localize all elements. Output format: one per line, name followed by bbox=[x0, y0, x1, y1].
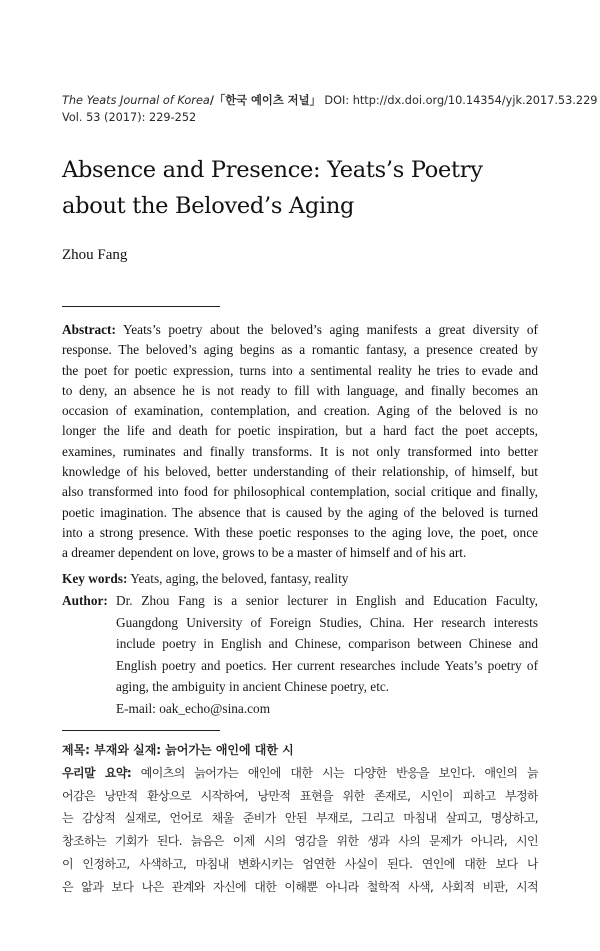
author-info-body bbox=[116, 590, 538, 720]
volume-pages: Vol. 53 (2017): 229-252 bbox=[62, 111, 197, 124]
divider-bottom bbox=[62, 730, 220, 731]
article-title bbox=[62, 152, 542, 224]
abstract-line: poetic imagination. The absence that is caused by the aging of the beloved is turned bbox=[62, 504, 538, 520]
korean-summary-line: 우리말 요약: 예이츠의 늙어가는 애인에 대한 시는 다양한 반응을 보인다. 애인의 늙 bbox=[62, 765, 538, 780]
korean-summary-line: 는 감상적 실재로, 언어로 채울 준비가 안된 부재로, 그리고 마침내 살피고, 명상하고, bbox=[62, 811, 538, 826]
journal-name-en: The Yeats Journal of Korea bbox=[62, 94, 210, 107]
author-info-line: aging, the ambiguity in ancient Chinese poetry, etc. bbox=[116, 679, 390, 695]
abstract-line: also transformed into food for philosophical contemplation, social critique and finally, bbox=[62, 484, 538, 500]
author-name: Zhou Fang bbox=[62, 247, 128, 263]
abstract-line: the poet for poetic expression, turns into a sentimental reality he tries to evade and bbox=[62, 362, 538, 378]
abstract-line: Abstract: Yeats’s poetry about the beloved’s aging manifests a great diversity of bbox=[62, 322, 538, 337]
abstract-line: response. The beloved’s aging begins as a romantic fantasy, a presence created by bbox=[62, 342, 538, 358]
author-info-line: Dr. Zhou Fang is a senior lecturer in English and Education Faculty, bbox=[116, 593, 538, 608]
korean-summary-line: 은 앎과 보다 나은 관계와 자신에 대한 이해뿐 아니라 철학적 사색, 사회적 비판, 시적 bbox=[62, 879, 538, 894]
korean-summary-label: 우리말 요약: bbox=[62, 765, 132, 780]
author-email: E-mail: oak_echo@sina.com bbox=[116, 700, 271, 716]
keywords-label: Key words: bbox=[62, 571, 128, 586]
author-info-line: Guangdong University of Foreign Studies, China. Her research interests bbox=[116, 614, 538, 630]
abstract-line: a dreamer dependent on love, grows to be a master of himself and of his art. bbox=[62, 545, 467, 561]
abstract-line: examines, ruminates and finally transforms. It is not only transformed into better bbox=[62, 443, 538, 459]
korean-title: 제목: 부재와 실재: 늙어가는 애인에 대한 시 bbox=[62, 743, 294, 757]
journal-header bbox=[62, 92, 597, 126]
abstract-line: longer the life and death for poetic inspiration, but a hard fact the poet accepts, bbox=[62, 423, 538, 439]
author-info bbox=[62, 590, 538, 720]
author-info-line: include poetry in English and Chinese, comparison between Chinese and bbox=[116, 636, 538, 652]
keywords bbox=[62, 569, 348, 589]
journal-name-ko: /「한국 예이츠 저널」 bbox=[209, 94, 321, 107]
abstract-label: Abstract: bbox=[62, 322, 116, 337]
title-line-2: about the Beloved’s Aging bbox=[62, 193, 355, 219]
abstract-line: into a strong presence. With these poetic responses to the aging love, the poet, once bbox=[62, 524, 538, 540]
keywords-text: Yeats, aging, the beloved, fantasy, reality bbox=[127, 571, 349, 586]
korean-summary bbox=[62, 739, 538, 899]
divider-top bbox=[62, 306, 220, 307]
abstract-line: knowledge of his beloved, better understanding of their relationship, of himself, but bbox=[62, 464, 538, 480]
journal-citation-line bbox=[62, 92, 597, 109]
title-line-1: Absence and Presence: Yeats’s Poetry bbox=[62, 157, 483, 183]
doi-link[interactable]: DOI: http://dx.doi.org/10.14354/yjk.2017.53.229 bbox=[320, 94, 598, 107]
abstract-line: occasion of examination, contemplation, and creation. Aging of the beloved is no bbox=[62, 403, 538, 419]
author-info-line: English poetry and poetics. Her current researches include Yeats’s poetry of bbox=[116, 657, 538, 673]
korean-summary-line: 창조하는 기회가 된다. 늙음은 이제 시의 영감을 위한 생과 사의 문제가 아니라, 시인 bbox=[62, 834, 538, 849]
korean-summary-line: 어감은 낭만적 환상으로 시작하여, 낭만적 표현을 위한 존재로, 시인이 피하고 부정하 bbox=[62, 788, 538, 803]
korean-summary-line: 이 인정하고, 사색하고, 마침내 변화시키는 엄연한 사실이 된다. 연인에 대한 보다 나 bbox=[62, 856, 538, 871]
abstract-line: to deny, an absence he is not ready to fill with language, and finally becomes an bbox=[62, 382, 538, 398]
abstract bbox=[62, 320, 538, 564]
author-info-label: Author: bbox=[62, 593, 108, 608]
